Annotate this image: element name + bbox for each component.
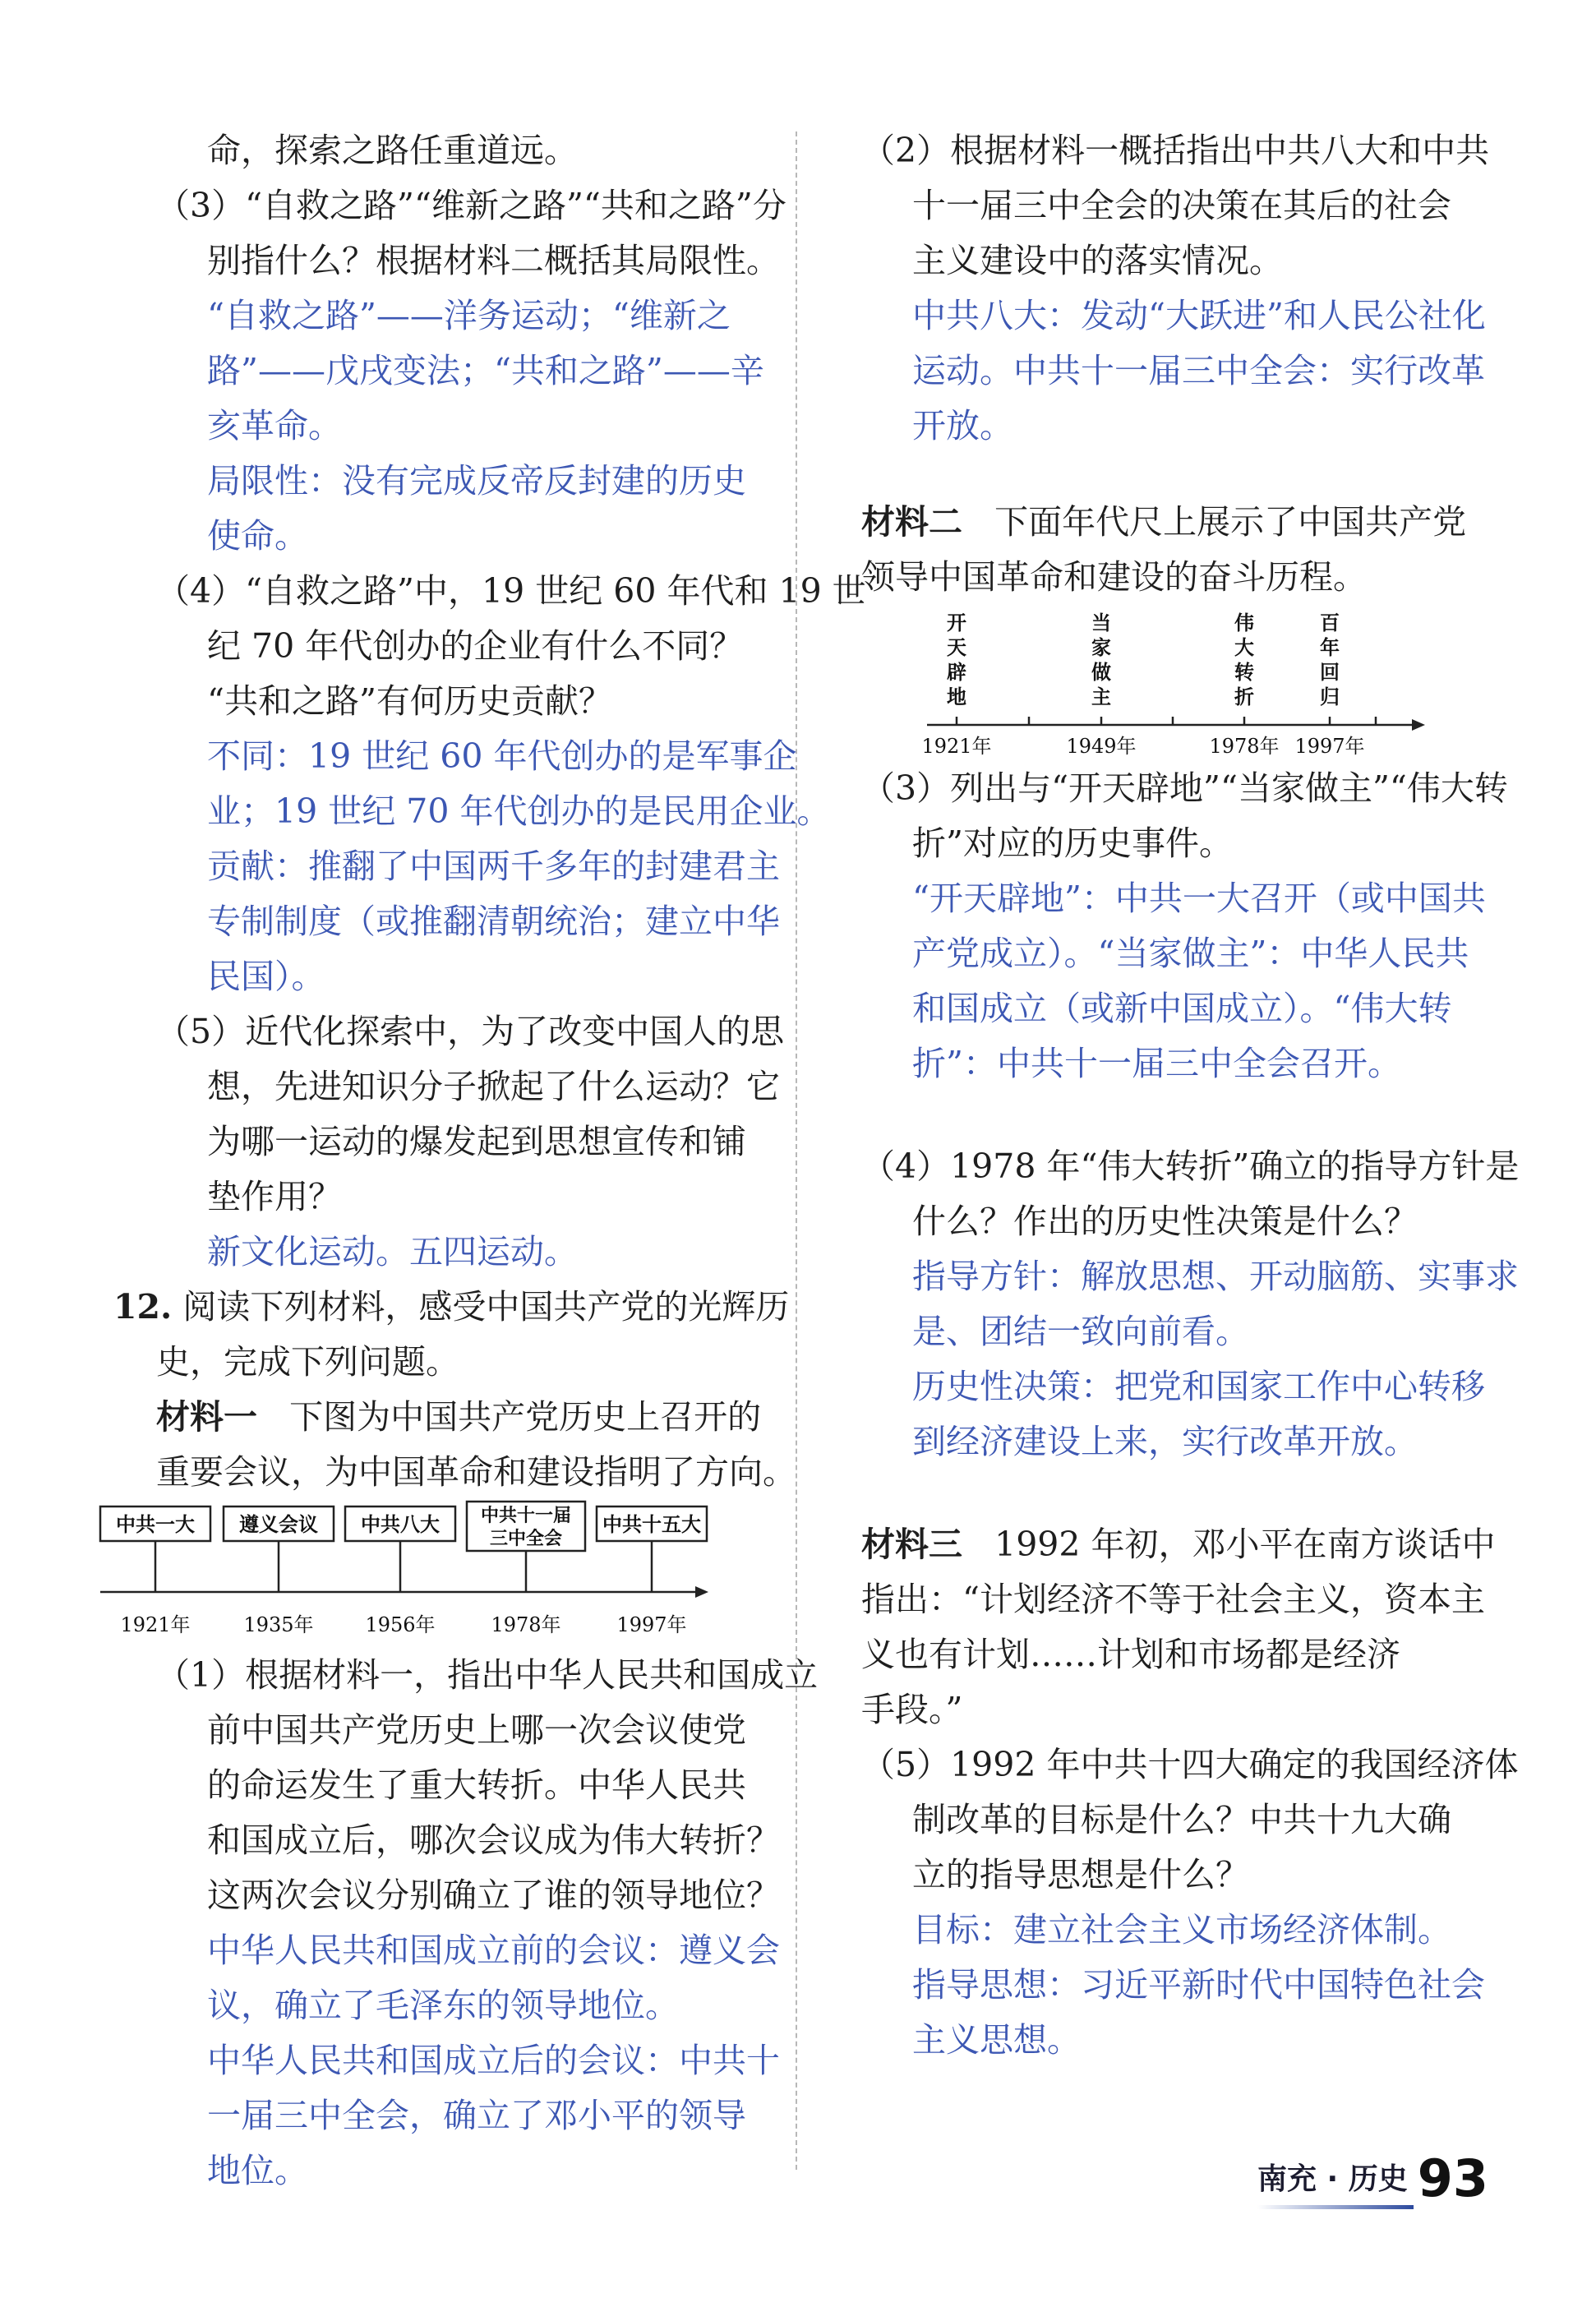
answer-4-right: 指导方针：解放思想、开动脑筋、实事求 是、团结一致向前看。 历史性决策：把党和国家工作中心转移 到经济建设上来，实行改革开放。 [912,1257,1519,1461]
material-3: 材料三 1992 年初，邓小平在南方谈话中 指出：“计划经济不等于社会主义，资本主 义也有计划……计划和市场都是经济 手段。” [861,1525,1496,1729]
ruler-label-char: 家 [1091,635,1111,659]
timeline-svg [90,1500,715,1648]
left-column [113,123,866,2199]
answer-5: 新文化运动。五四运动。 [207,1232,578,1271]
year-tick: 1978年 [491,1613,561,1636]
ruler-label-char: 伟 [1234,611,1254,634]
box-label: 三中全会 [489,1528,563,1549]
ruler-label-char: 辟 [947,660,966,684]
answer-3: “自救之路”——洋务运动；“维新之 路”——戊戌变法；“共和之路”——辛 亥革命。 局限性：没有完成反帝反封建的历史 使命。 [207,296,764,556]
question-12: 12. 阅读下列材料，感受中国共产党的光辉历 史，完成下列问题。 [113,1287,790,1382]
box-label: 中共一大 [116,1512,195,1536]
ruler-label-char: 地 [947,685,966,708]
ruler-label-char: 大 [1234,635,1254,659]
ruler-label-char: 转 [1234,660,1254,684]
ruler-label-char: 做 [1091,660,1111,684]
question-4: （4）“自救之路”中，19 世纪 60 年代和 19 世 纪 70 年代创办的企业有什么不同？ “共和之路”有何历史贡献？ [156,571,866,721]
ruler-year: 1978年 [1209,735,1280,758]
ruler-label-char: 当 [1091,611,1111,634]
material-1: 材料一 下图为中国共产党历史上召开的 重要会议，为中国革命和建设指明了方向。 [156,1397,796,1492]
material-label: 材料一 [156,1397,257,1437]
ruler-year: 1997年 [1294,735,1365,758]
page-footer [1257,2148,1489,2208]
year-tick: 1935年 [243,1613,314,1636]
material-label: 材料三 [861,1525,962,1564]
material-label: 材料二 [861,502,962,542]
book-label: 南充 · 历史 [1257,2162,1408,2196]
question-2: （2）根据材料一概括指出中共八大和中共 十一届三中全会的决策在其后的社会 主义建设中的落实情况。 [861,131,1490,280]
ruler-label-char: 折 [1234,685,1254,708]
right-column [861,123,1520,2068]
question-3-right: （3）列出与“开天辟地”“当家做主”“伟大转 折”对应的历史事件。 [861,768,1508,863]
year-tick: 1997年 [616,1613,687,1636]
ruler-label-char: 年 [1320,635,1340,659]
ruler-label-char: 开 [947,611,966,634]
year-ruler-diagram [861,605,1479,761]
answer-2: 中共八大：发动“大跃进”和人民公社化 运动。中共十一届三中全会：实行改革 开放。 [912,296,1486,445]
question-4-right: （4）1978 年“伟大转折”确立的指导方针是 什么？作出的历史性决策是什么？ [861,1147,1520,1241]
year-tick: 1956年 [365,1613,436,1636]
answer-4: 不同：19 世纪 60 年代创办的是军事企 业；19 世纪 70 年代创办的是民用企业。 贡献：推翻了中国两千多年的封建君主 专制制度（或推翻清朝统治；建立中华 民国）。 [207,736,831,996]
question-5-right: （5）1992 年中共十四大确定的我国经济体 制改革的目标是什么？中共十九大确 立的指导思想是什么？ [861,1745,1519,1894]
question-number: 12. [113,1287,173,1327]
question-5: （5）近代化探索中，为了改变中国人的思 想，先进知识分子掀起了什么运动？它 为哪一运动的爆发起到思想宣传和铺 垫作用？ [156,1012,785,1216]
ruler-label-char: 百 [1320,611,1340,634]
question-3: （3）“自救之路”“维新之路”“共和之路”分 别指什么？根据材料二概括其局限性。 [156,186,786,280]
ruler-year: 1949年 [1066,735,1137,758]
box-label: 中共十五大 [602,1512,701,1536]
box-label: 中共十一届 [480,1505,572,1526]
ruler-label-char: 天 [947,635,966,659]
page-number: 93 [1417,2148,1489,2208]
ruler-svg [911,605,1437,761]
ruler-label-char: 归 [1320,685,1340,708]
answer-1: 中华人民共和国成立前的会议：遵义会 议，确立了毛泽东的领导地位。 中华人民共和国成立后的会议：中共十 一届三中全会，确立了邓小平的领导 地位。 [207,1931,780,2190]
ruler-label-char: 主 [1091,685,1111,708]
meetings-timeline-diagram [116,1500,781,1648]
year-tick: 1921年 [120,1613,191,1636]
box-label: 中共八大 [361,1512,440,1536]
box-label: 遵义会议 [239,1512,318,1536]
footer-underline [1257,2205,1414,2209]
question-1: （1）根据材料一，指出中华人民共和国成立 前中国共产党历史上哪一次会议使党 的命运发生了重大转折。中华人民共 和国成立后，哪次会议成为伟大转折？ 这两次会议分别确立了谁的领导地位？ [156,1655,819,1915]
answer-5-right: 目标：建立社会主义市场经济体制。 指导思想：习近平新时代中国特色社会 主义思想。 [912,1910,1485,2060]
column-divider [796,131,797,2170]
continued-text: 命，探索之路任重道远。 [207,131,578,170]
ruler-year: 1921年 [921,735,992,758]
material-2: 材料二 下面年代尺上展示了中国共产党 领导中国革命和建设的奋斗历程。 [861,502,1467,597]
ruler-label-char: 回 [1320,660,1340,684]
answer-3-right: “开天辟地”：中共一大召开（或中国共 产党成立）。“当家做主”：中华人民共 和国成立（或新中国成立）。“伟大转 折”：中共十一届三中全会召开。 [912,879,1486,1083]
